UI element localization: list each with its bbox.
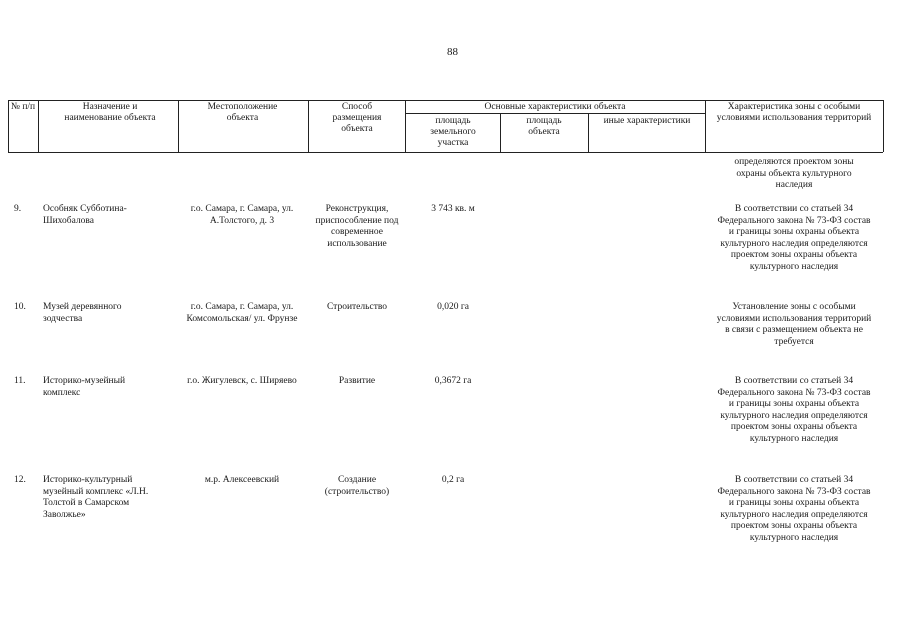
row-name: Историко-культурный музейный комплекс «Л.Н. Толстой в Самарском Заволжье» [43,475,149,520]
col-divider-4 [308,100,309,152]
col-divider-9 [883,100,884,152]
row-num: 12. [14,475,26,485]
col-divider-3 [178,100,179,152]
row-area: 0,2 га [441,475,465,485]
header-location: Местоположение объекта [207,102,278,123]
main-subheader-divider [405,113,705,114]
row-zone: В соответствии со статьей 34 Федерального закона № 73-ФЗ состав и границы зоны охраны объекта культурного наследия определяются проектом зоны охраны объекта культурного наследия [717,376,871,444]
header-name: Назначение и наименование объекта [64,102,156,123]
col-divider-2 [38,100,39,152]
row-method: Реконструкция, приспособление под современное использование [315,204,399,249]
row-area: 0,3672 га [434,376,472,386]
row-location: г.о. Жигулевск, с. Ширяево [187,376,297,386]
row-area: 0,020 га [437,302,469,312]
header-area-land: площадь земельного участка [430,116,476,148]
row-name: Историко-музейный комплекс [43,376,126,398]
row-zone: В соответствии со статьей 34 Федерального закона № 73-ФЗ состав и границы зоны охраны объекта культурного наследия определяются проектом зоны охраны объекта культурного наследия [717,475,871,543]
row-num: 9. [14,204,22,214]
row-method: Развитие [338,376,376,386]
row-location: м.р. Алексеевский [204,475,280,485]
header-other: иные характеристики [603,116,691,126]
col-divider-6 [500,113,501,152]
row-location: г.о. Самара, г. Самара, ул. А.Толстого, д. 3 [190,204,294,226]
row-num: 11. [14,376,26,386]
row-area: 3 743 кв. м [431,204,475,214]
row-method: Строительство [326,302,388,312]
row-location: г.о. Самара, г. Самара, ул. Комсомольская/ ул. Фрунзе [186,302,298,324]
col-divider-7 [588,113,589,152]
carryover-zone-text: определяются проектом зоны охраны объекта культурного наследия [734,157,854,190]
header-top-border [8,100,883,101]
header-method: Способ размещения объекта [332,102,382,134]
header-bottom-border [8,152,883,153]
row-method: Создание (строительство) [324,475,390,497]
header-area-obj: площадь объекта [526,116,562,137]
row-zone: Установление зоны с особыми условиями использования территорий в связи с размещением объекта не требуется [716,302,872,347]
row-zone: В соответствии со статьей 34 Федерального закона № 73-ФЗ состав и границы зоны охраны объекта культурного наследия определяются проектом зоны охраны объекта культурного наследия [717,204,871,272]
header-zone: Характеристика зоны с особыми условиями использования территорий [716,102,872,123]
header-num: № п/п [10,102,36,112]
page-number: 88 [447,46,458,58]
row-num: 10. [14,302,26,312]
row-name: Музей деревянного зодчества [43,302,122,324]
header-main: Основные характеристики объекта [484,102,626,112]
row-name: Особняк Субботина-Шихобалова [43,204,127,226]
